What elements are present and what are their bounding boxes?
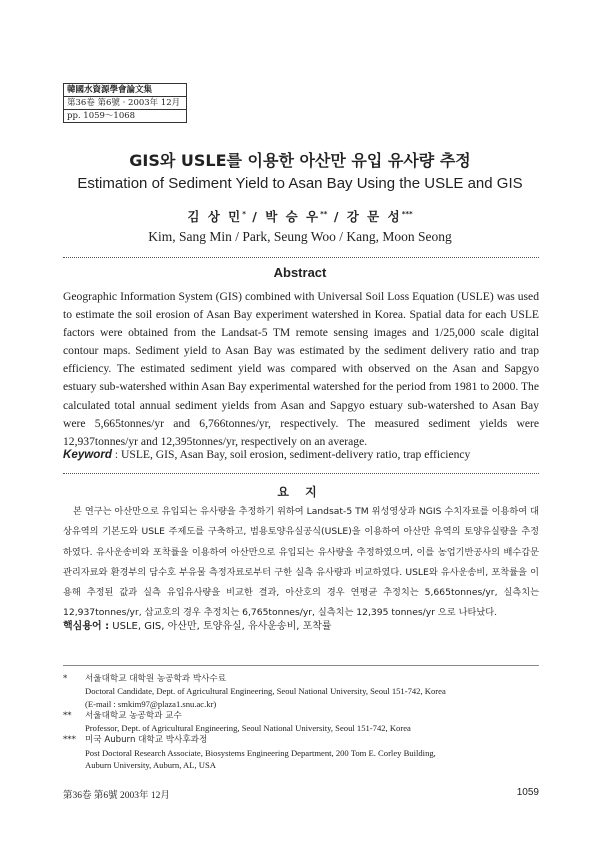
abstract-body: Geographic Information System (GIS) combined with Universal Soil Loss Equation (USLE) was used to estimate the soil erosion of Asan Bay experiment watershed in Korea. Spatial data for each USLE factors were obtained from the Landsat-5 TM remote sensing images and 1/25,000 scale digital contour maps. Sediment yield to Asan Bay was estimated by the sediment delivery ratio and trap efficiency. The estimated sediment yield was compared with observed on the Asan and Sapgyo estuary sub-watershed within Asan Bay experimental watershed for the period from 1981 to 2000. The calculated total annual sediment yields from Asan and Sapgyo estuary sub-watershed to Asan Bay were 5,665tonnes/yr and 6,766tonnes/yr, respectively. The measured sediment yields were 12,937tonnes/yr and 12,395tonnes/yr, respectively on an average. — [63, 290, 539, 448]
footnote-rule — [63, 665, 539, 666]
footnotes — [63, 673, 539, 771]
footnote-mark: * — [63, 674, 68, 684]
korean-keyword-list: USLE, GIS, 아산만, 토양유실, 유사운송비, 포착률 — [109, 621, 332, 632]
journal-info-box — [63, 83, 187, 123]
title-korean: GIS와 USLE를 이용한 아산만 유입 유사량 추정 — [129, 151, 471, 170]
author-separator: / — [245, 209, 266, 224]
keyword-list: : USLE, GIS, Asan Bay, soil erosion, sediment-delivery ratio, trap efficiency — [114, 448, 471, 461]
footnote-line: (E-mail : smkim97@plaza1.snu.ac.kr) — [85, 698, 217, 709]
footnote-line: Post Doctoral Research Associate, Biosystems Engineering Department, 200 Tom E. Corley Building, — [85, 747, 436, 758]
author-3-name: 강 문 성 — [346, 209, 402, 224]
authors-korean — [0, 207, 600, 225]
author-1-mark: * — [242, 209, 246, 218]
footnote-line: 미국 Auburn 대학교 박사후과정 — [85, 735, 208, 746]
footnote-2 — [63, 710, 539, 735]
footnote-mark: *** — [63, 735, 76, 746]
keyword-label: Keyword — [63, 448, 112, 461]
journal-issue: 第36卷 第6號 · 2003年 12月 — [64, 97, 186, 110]
page-number: 1059 — [516, 787, 539, 798]
korean-keyword-label: 핵심용어 : — [63, 621, 110, 632]
abstract-heading: Abstract — [273, 265, 327, 280]
summary-body: 본 연구는 아산만으로 유입되는 유사량을 추정하기 위하여 Landsat-5 TM 위성영상과 NGIS 수치자료를 이용하여 대상유역의 기본도와 USLE 주제도를 구축하고, 범용토양유실공식(USLE)을 이용하여 아산만 유역의 토양유실량을 추정하였다. 유사운송비와 포착률을 이용하여 아산만으로 유입되는 유사량을 추정하였으며, 이를 농업기반공사의 배수갑문 관리자료와 환경부의 담수호 부유물 측정자료로부터 구한 실측 유사량과 비교하였다. USLE와 유사운송비, 포착률을 이용해 추정된 값과 실측 유입유사량을 비교한 결과, 아산호의 경우 연평균 추정치는 5,665tonnes/yr, 실측치는 12,937tonnes/yr, 삽교호의 경우 추정치는 6,765tonnes/yr, 실측치는 12,395 tonnes/yr 으로 나타났다. — [63, 506, 539, 619]
korean-keyword-line — [63, 617, 539, 632]
author-1-name: 김 상 민 — [187, 209, 243, 224]
authors-english: Kim, Sang Min / Park, Seung Woo / Kang, Moon Seong — [148, 229, 452, 244]
journal-pages: pp. 1059～1068 — [67, 111, 136, 121]
footnote-line: 서울대학교 농공학과 교수 — [85, 710, 182, 721]
divider-middle — [63, 473, 539, 474]
author-3-mark: *** — [401, 209, 413, 218]
summary-heading: 요 지 — [277, 485, 323, 499]
footer-issue: 第36卷 第6號 2003年 12月 — [63, 791, 170, 801]
author-2-mark: ** — [320, 209, 328, 218]
footnote-line: Doctoral Candidate, Dept. of Agricultural Engineering, Seoul National University, Seoul 151-742, Korea — [85, 686, 446, 697]
keyword-line — [63, 447, 539, 463]
footnote-line: Auburn University, Auburn, AL, USA — [85, 760, 216, 771]
author-separator: / — [327, 209, 347, 224]
footnote-mark: ** — [63, 710, 72, 721]
footnote-line: Professor, Dept. of Agricultural Engineering, Seoul National University, Seoul 151-742, Korea — [85, 723, 411, 734]
title-english: Estimation of Sediment Yield to Asan Bay Using the USLE and GIS — [77, 175, 523, 192]
divider-top — [63, 257, 539, 258]
journal-name: 韓國水資源學會論文集 — [64, 84, 186, 97]
footnote-1 — [63, 673, 539, 710]
footnote-3 — [63, 734, 539, 771]
footnote-line: 서울대학교 대학원 농공학과 박사수료 — [85, 674, 227, 684]
author-2-name: 박 승 우 — [265, 209, 321, 224]
